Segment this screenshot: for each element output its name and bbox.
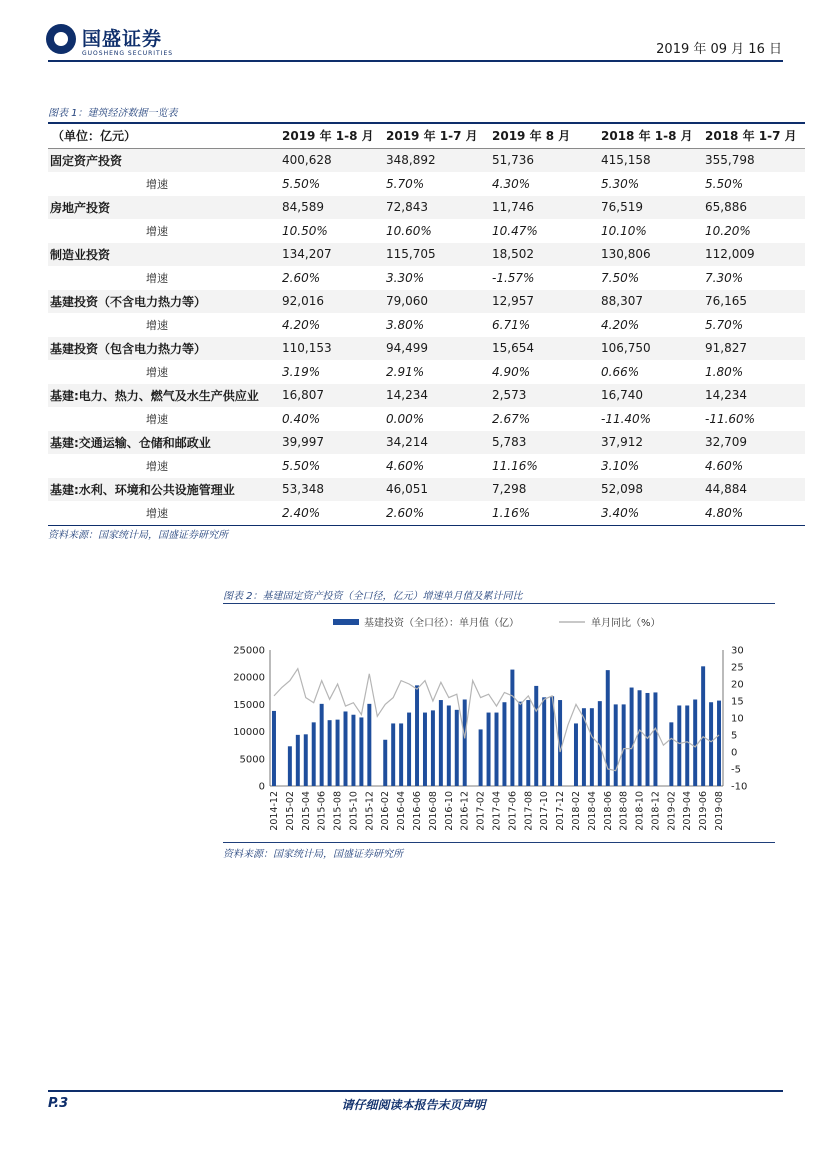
x-tick-label: 2015-02 [284, 791, 296, 831]
row-label: 基建:交通运输、仓储和邮政业 [48, 431, 278, 455]
y-left-tick-label: 20000 [233, 672, 265, 684]
table-cell: 112,009 [701, 243, 805, 267]
row-label: 房地产投资 [48, 196, 278, 220]
table-cell: 37,912 [597, 431, 701, 455]
bar-2019-03 [677, 705, 681, 786]
growth-label: 增速 [48, 501, 278, 525]
bar-2016-09 [439, 700, 443, 786]
table-cell: 4.60% [386, 458, 425, 473]
table-cell: 2.60% [282, 270, 321, 285]
row-label: 基建:水利、环境和公共设施管理业 [48, 478, 278, 502]
legend-bar-label: 基建投资（全口径）：单月值（亿） [364, 618, 519, 629]
y-right-tick-label: 5 [731, 730, 738, 742]
table-cell: 10.10% [601, 223, 647, 238]
table-cell: 76,519 [597, 196, 701, 220]
x-tick-label: 2015-06 [316, 791, 328, 831]
page-number: P.3 [48, 1096, 69, 1111]
bar-2018-07 [614, 704, 618, 786]
table-row [48, 501, 805, 525]
table-cell: 106,750 [597, 337, 701, 361]
growth-label: 增速 [146, 224, 168, 238]
bar-2015-09 [344, 711, 348, 786]
y-left-tick-label: 10000 [233, 727, 265, 739]
table-cell: 32,709 [701, 431, 805, 455]
table-cell: 16,740 [597, 384, 701, 408]
bar-2015-05 [312, 722, 316, 786]
x-tick-label: 2017-10 [539, 791, 551, 831]
table-cell: 76,165 [701, 290, 805, 314]
table-cell: 14,234 [382, 384, 488, 408]
bar-2018-09 [630, 688, 634, 786]
table-cell: 5.50% [282, 176, 321, 191]
bar-2017-08 [526, 700, 530, 786]
x-tick-label: 2019-06 [698, 791, 710, 831]
table-row [48, 407, 805, 431]
table-source: 资料来源：国家统计局，国盛证券研究所 [48, 530, 228, 541]
chart-title: 图表 2：基建固定资产投资（全口径，亿元）增速单月值及累计同比 [223, 591, 523, 602]
table-cell: 110,153 [278, 337, 382, 361]
table-cell: 2.40% [278, 501, 382, 525]
growth-label: 增速 [146, 318, 168, 332]
x-tick-label: 2018-02 [570, 791, 582, 831]
column-header: 2018 年 1-7 月 [701, 123, 805, 148]
bar-2015-08 [336, 720, 340, 786]
table-cell: 10.60% [386, 223, 432, 238]
bar-2016-12 [463, 700, 467, 786]
table-row [48, 384, 805, 408]
table-cell: -1.57% [492, 270, 535, 285]
bar-2016-11 [455, 710, 459, 786]
column-header-unit: （单位：亿元） [48, 123, 278, 148]
x-tick-label: 2018-12 [650, 791, 662, 831]
table-cell: 134,207 [278, 243, 382, 267]
bar-2017-10 [542, 697, 546, 786]
table-cell: 46,051 [382, 478, 488, 502]
table-cell: 1.80% [705, 364, 744, 379]
bar-2016-03 [391, 723, 395, 786]
table-cell: 65,886 [701, 196, 805, 220]
table-cell: 10.20% [705, 223, 751, 238]
table-cell: 130,806 [597, 243, 701, 267]
table-cell: 10.50% [282, 223, 328, 238]
table-cell: 14,234 [701, 384, 805, 408]
table-row [48, 172, 805, 196]
growth-label: 增速 [146, 271, 168, 285]
legend-bar-swatch [333, 619, 359, 625]
table-row [48, 243, 805, 267]
bar-2014-12 [272, 711, 276, 786]
x-tick-label: 2019-02 [666, 791, 678, 831]
growth-label: 增速 [146, 412, 168, 426]
table-cell: 52,098 [597, 478, 701, 502]
table-cell: 12,957 [488, 290, 597, 314]
table-cell: 3.10% [601, 458, 640, 473]
x-tick-label: 2015-10 [348, 791, 360, 831]
table-cell: 0.66% [601, 364, 640, 379]
table-cell: 84,589 [278, 196, 382, 220]
bar-2019-06 [701, 666, 705, 786]
bar-2019-04 [685, 705, 689, 786]
bar-2016-04 [399, 723, 403, 786]
table-cell: 51,736 [488, 148, 597, 172]
table-cell: 7.30% [705, 270, 744, 285]
bar-2017-04 [495, 713, 499, 786]
table-cell: 400,628 [278, 148, 382, 172]
table-row [48, 266, 805, 290]
table-cell: 355,798 [701, 148, 805, 172]
table-cell: 5.30% [601, 176, 640, 191]
x-tick-label: 2014-12 [268, 791, 280, 831]
table-cell: -11.60% [705, 411, 756, 426]
table-body [48, 148, 805, 525]
table-cell: -11.40% [601, 411, 652, 426]
x-tick-label: 2016-08 [427, 791, 439, 831]
growth-label: 增速 [146, 365, 168, 379]
table-cell: 11,746 [488, 196, 597, 220]
brand-subtitle: GUOSHENG SECURITIES [82, 50, 174, 57]
bar-2019-05 [693, 700, 697, 786]
table-row [48, 337, 805, 361]
report-date: 2019 年 09 月 16 日 [656, 42, 782, 57]
bar-2015-06 [320, 704, 324, 786]
bar-2016-07 [423, 713, 427, 786]
table-cell: 11.16% [492, 458, 538, 473]
table-cell: 4.60% [705, 458, 744, 473]
y-left-tick-label: 25000 [233, 645, 265, 657]
bar-2017-03 [487, 713, 491, 786]
construction-data-table [48, 122, 805, 526]
y-right-tick-label: -10 [731, 781, 748, 793]
table-cell: 4.90% [492, 364, 531, 379]
row-label: 基建:电力、热力、燃气及水生产供应业 [48, 384, 278, 408]
header-divider [48, 60, 783, 62]
bar-2018-04 [590, 708, 594, 786]
bar-2016-02 [383, 740, 387, 786]
y-right-tick-label: 25 [731, 662, 744, 674]
y-left-tick-label: 5000 [239, 754, 265, 766]
bar-2017-02 [479, 729, 483, 786]
x-tick-label: 2017-06 [507, 791, 519, 831]
table-cell: 4.80% [701, 501, 805, 525]
x-tick-label: 2015-04 [300, 791, 312, 831]
infrastructure-investment-chart [223, 606, 775, 842]
table-cell: 2.60% [382, 501, 488, 525]
x-tick-label: 2017-02 [475, 791, 487, 831]
table-row [48, 148, 805, 172]
x-tick-label: 2016-06 [412, 791, 424, 831]
logo-mark-icon [46, 24, 76, 54]
bar-2015-12 [367, 704, 371, 786]
table-cell: 3.30% [386, 270, 425, 285]
bar-2016-08 [431, 710, 435, 786]
chart-bottom-divider [223, 842, 775, 843]
table-cell: 0.00% [386, 411, 425, 426]
x-tick-label: 2017-04 [491, 791, 503, 831]
table-cell: 5,783 [488, 431, 597, 455]
table-cell: 72,843 [382, 196, 488, 220]
bar-2018-10 [638, 690, 642, 786]
bar-2016-10 [447, 705, 451, 786]
table-cell: 44,884 [701, 478, 805, 502]
y-right-tick-label: 20 [731, 679, 744, 691]
x-tick-label: 2018-10 [634, 791, 646, 831]
bar-2019-07 [709, 702, 713, 786]
x-tick-label: 2016-04 [396, 791, 408, 831]
table-row [48, 219, 805, 243]
legend-line-label: 单月同比（%） [591, 618, 661, 629]
bar-2018-11 [646, 693, 650, 786]
table-cell: 88,307 [597, 290, 701, 314]
chart-source: 资料来源：国家统计局，国盛证券研究所 [223, 849, 403, 860]
table-cell: 3.40% [597, 501, 701, 525]
bar-2016-06 [415, 685, 419, 786]
y-right-tick-label: -5 [731, 764, 741, 776]
table-cell: 2,573 [488, 384, 597, 408]
table-cell: 7.50% [601, 270, 640, 285]
table-cell: 5.70% [386, 176, 425, 191]
bar-2017-09 [534, 686, 538, 786]
bar-2019-08 [717, 701, 721, 786]
footer-divider [48, 1090, 783, 1092]
x-tick-label: 2015-12 [364, 791, 376, 831]
row-label: 基建投资（不含电力热力等） [48, 290, 278, 314]
bar-2017-07 [518, 702, 522, 786]
table-row [48, 431, 805, 455]
table-cell: 4.20% [601, 317, 640, 332]
table-cell: 4.30% [492, 176, 531, 191]
column-header: 2019 年 8 月 [488, 123, 597, 148]
table-row [48, 360, 805, 384]
bar-2015-04 [304, 734, 308, 786]
table-cell: 2.91% [386, 364, 425, 379]
bar-2018-02 [574, 723, 578, 786]
table-row [48, 196, 805, 220]
table-cell: 5.70% [705, 317, 744, 332]
x-tick-label: 2018-06 [602, 791, 614, 831]
table-cell: 3.19% [282, 364, 321, 379]
table-row [48, 313, 805, 337]
x-tick-label: 2017-08 [523, 791, 535, 831]
table-cell: 18,502 [488, 243, 597, 267]
table-row [48, 290, 805, 314]
table-cell: 5.50% [705, 176, 744, 191]
row-label: 制造业投资 [48, 243, 278, 267]
table-cell: 2.67% [492, 411, 531, 426]
table-cell: 91,827 [701, 337, 805, 361]
bar-2015-07 [328, 720, 332, 786]
x-tick-label: 2016-12 [459, 791, 471, 831]
company-logo [46, 22, 196, 62]
y-right-tick-label: 10 [731, 713, 744, 725]
row-label: 基建投资（包含电力热力等） [48, 337, 278, 361]
column-header: 2019 年 1-7 月 [382, 123, 488, 148]
chart-title-divider [223, 603, 775, 604]
table-title: 图表 1：建筑经济数据一览表 [48, 108, 178, 119]
bar-2017-05 [502, 702, 506, 786]
table-cell: 10.47% [492, 223, 538, 238]
table-cell: 92,016 [278, 290, 382, 314]
table-cell: 115,705 [382, 243, 488, 267]
bar-2017-06 [510, 670, 514, 786]
table-cell: 0.40% [282, 411, 321, 426]
table-cell: 6.71% [492, 317, 531, 332]
x-tick-label: 2018-04 [586, 791, 598, 831]
table-cell: 15,654 [488, 337, 597, 361]
table-cell: 348,892 [382, 148, 488, 172]
x-tick-label: 2019-04 [682, 791, 694, 831]
y-left-tick-label: 0 [258, 781, 265, 793]
disclaimer-note: 请仔细阅读本报告末页声明 [341, 1098, 486, 1112]
bar-2018-08 [622, 704, 626, 786]
table-header-row [48, 123, 805, 148]
column-header: 2019 年 1-8 月 [278, 123, 382, 148]
x-tick-label: 2016-02 [380, 791, 392, 831]
bar-2015-02 [288, 746, 292, 786]
table-cell: 34,214 [382, 431, 488, 455]
table-cell: 16,807 [278, 384, 382, 408]
table-cell: 53,348 [278, 478, 382, 502]
table-cell: 3.80% [386, 317, 425, 332]
table-cell: 1.16% [488, 501, 597, 525]
table-cell: 415,158 [597, 148, 701, 172]
x-tick-label: 2018-08 [618, 791, 630, 831]
y-right-tick-label: 30 [731, 645, 744, 657]
row-label: 固定资产投资 [48, 148, 278, 172]
y-right-tick-label: 15 [731, 696, 744, 708]
bar-2019-02 [669, 722, 673, 786]
brand-name: 国盛证券 [82, 28, 163, 50]
table-cell: 79,060 [382, 290, 488, 314]
table-cell: 5.50% [282, 458, 321, 473]
x-tick-label: 2015-08 [332, 791, 344, 831]
table-cell: 39,997 [278, 431, 382, 455]
bar-2015-03 [296, 735, 300, 786]
bar-2015-10 [351, 715, 355, 786]
growth-label: 增速 [146, 459, 168, 473]
x-tick-label: 2017-12 [555, 791, 567, 831]
x-tick-label: 2016-10 [443, 791, 455, 831]
bar-2018-12 [653, 692, 657, 786]
table-cell: 7,298 [488, 478, 597, 502]
bar-2016-05 [407, 713, 411, 786]
y-left-tick-label: 15000 [233, 699, 265, 711]
table-row [48, 454, 805, 478]
bar-2015-11 [359, 717, 363, 786]
table-cell: 94,499 [382, 337, 488, 361]
table-row [48, 478, 805, 502]
y-right-tick-label: 0 [731, 747, 738, 759]
growth-label: 增速 [146, 177, 168, 191]
column-header: 2018 年 1-8 月 [597, 123, 701, 148]
x-tick-label: 2019-08 [714, 791, 726, 831]
table-cell: 4.20% [282, 317, 321, 332]
